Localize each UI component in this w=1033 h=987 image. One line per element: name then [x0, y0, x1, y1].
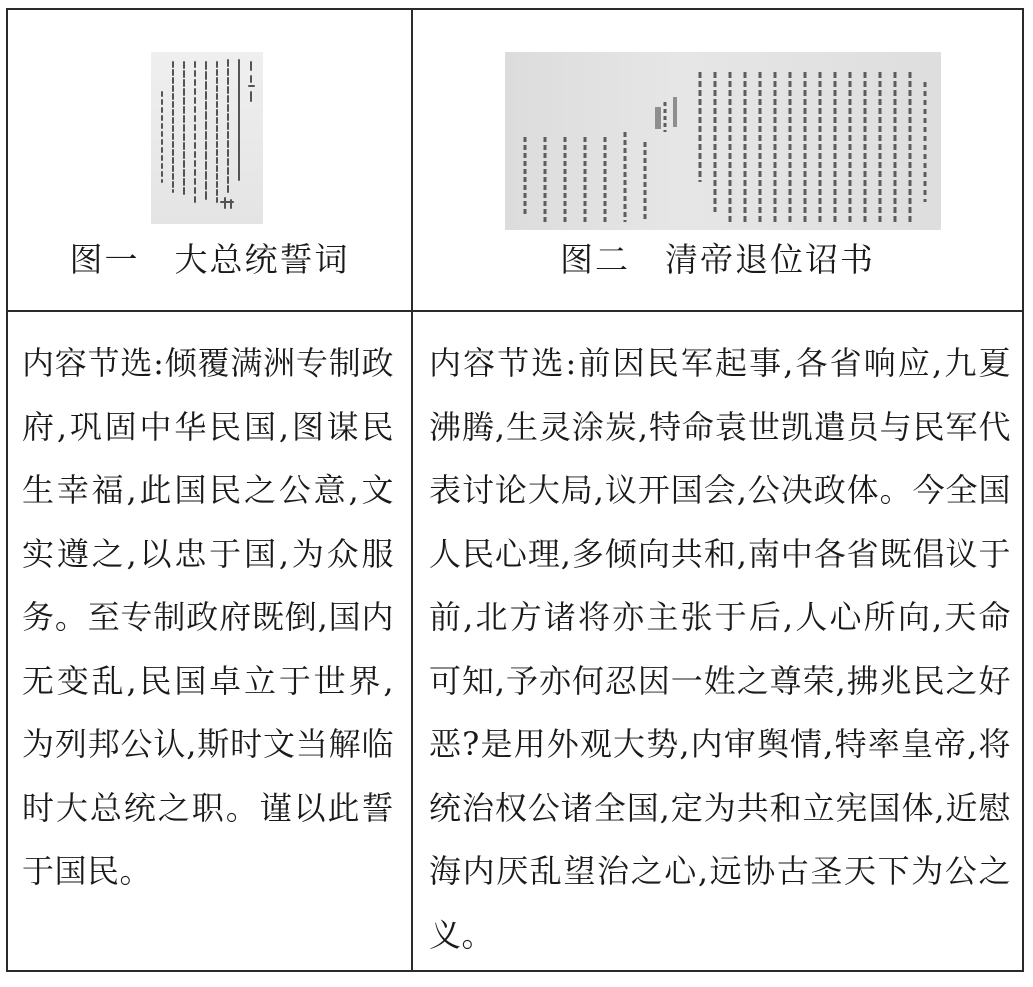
excerpt-cell-edict: [413, 312, 1022, 970]
excerpt-text-edict: 内容节选:前因民军起事,各省响应,九夏沸腾,生灵涂炭,特命袁世凯遣员与民军代表讨论大局,议开国会,公决政体。今全国人民心理,多倾向共和,南中各省既倡议于前,北方诸将亦主张于后,人心所向,天命可知,予亦何忍因一姓之尊荣,拂兆民之好恶?是用外观大势,内审舆情,特率皇帝,将统治权公诸全国,定为共和立宪国体,近慰海内厌乱望治之心,远协古圣天下为公之义。: [429, 344, 1011, 954]
caption-oath: 图一 大总统誓词: [69, 240, 350, 279]
printed-columns: [505, 52, 941, 230]
handwriting-strokes: [151, 52, 263, 224]
figure-cell-oath: [8, 10, 411, 310]
caption-edict: 图二 清帝退位诏书: [560, 240, 875, 279]
excerpt-cell-oath: [8, 312, 411, 970]
comparison-table: [6, 8, 1024, 972]
oath-manuscript-image: [151, 52, 263, 224]
figure-cell-edict: [413, 10, 1022, 310]
edict-document-image: [505, 52, 941, 230]
excerpt-text-oath: 内容节选:倾覆满洲专制政府,巩固中华民国,图谋民生幸福,此国民之公意,文实遵之,以忠于国,为众服务。至专制政府既倒,国内无变乱,民国卓立于世界,为列邦公认,斯时文当解临时大总统之职。谨以此誓于国民。: [22, 344, 394, 890]
